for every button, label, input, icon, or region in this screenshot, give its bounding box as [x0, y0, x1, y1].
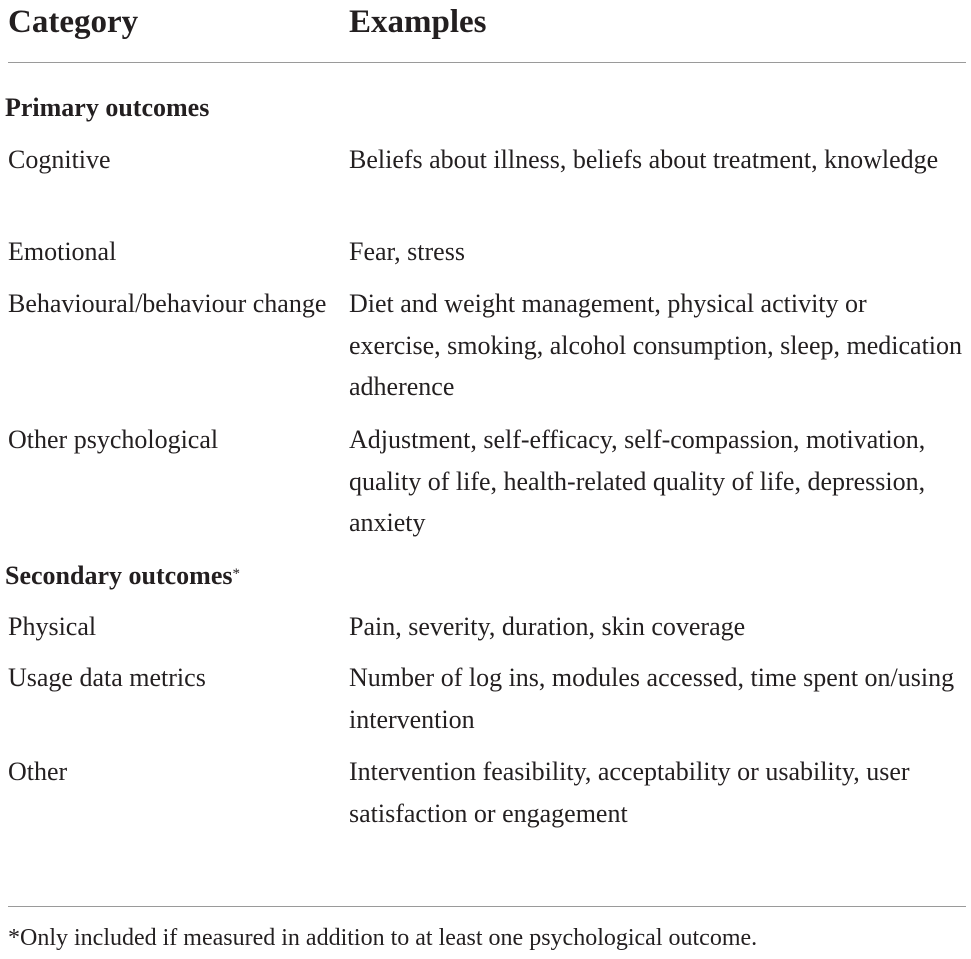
section-title: Primary outcomes	[5, 93, 210, 122]
footnote-marker: *	[232, 566, 240, 582]
row-examples: Number of log ins, modules accessed, time spent on/using intervention	[349, 663, 955, 734]
row-category: Other psychological	[8, 425, 219, 454]
column-header-examples: Examples	[349, 4, 487, 40]
row-examples: Intervention feasibility, acceptability or usability, user satisfaction or engagement	[349, 757, 910, 828]
row-category: Emotional	[8, 237, 117, 266]
section-heading-secondary	[5, 559, 240, 593]
row-examples: Pain, severity, duration, skin coverage	[349, 612, 746, 641]
row-category: Usage data metrics	[8, 663, 206, 692]
header-divider	[8, 62, 966, 63]
section-heading-primary	[5, 91, 209, 125]
row-examples: Diet and weight management, physical activity or exercise, smoking, alcohol consumption, sleep, medication adherence	[349, 289, 963, 401]
row-category: Cognitive	[8, 145, 111, 174]
column-header-category: Category	[8, 4, 139, 40]
row-category: Behavioural/behaviour change	[8, 289, 327, 318]
row-examples: Fear, stress	[349, 237, 465, 266]
section-title: Secondary outcomes	[5, 561, 233, 590]
row-examples: Beliefs about illness, beliefs about treatment, knowledge	[349, 145, 939, 174]
row-category: Other	[8, 757, 68, 786]
table-header	[0, 0, 971, 62]
footer-divider	[8, 906, 966, 907]
row-category: Physical	[8, 612, 97, 641]
row-examples: Adjustment, self-efficacy, self-compassion, motivation, quality of life, health-related quality of life, depression, anxiety	[349, 425, 926, 537]
table-footnote: *Only included if measured in addition to at least one psychological outcome.	[8, 925, 758, 951]
